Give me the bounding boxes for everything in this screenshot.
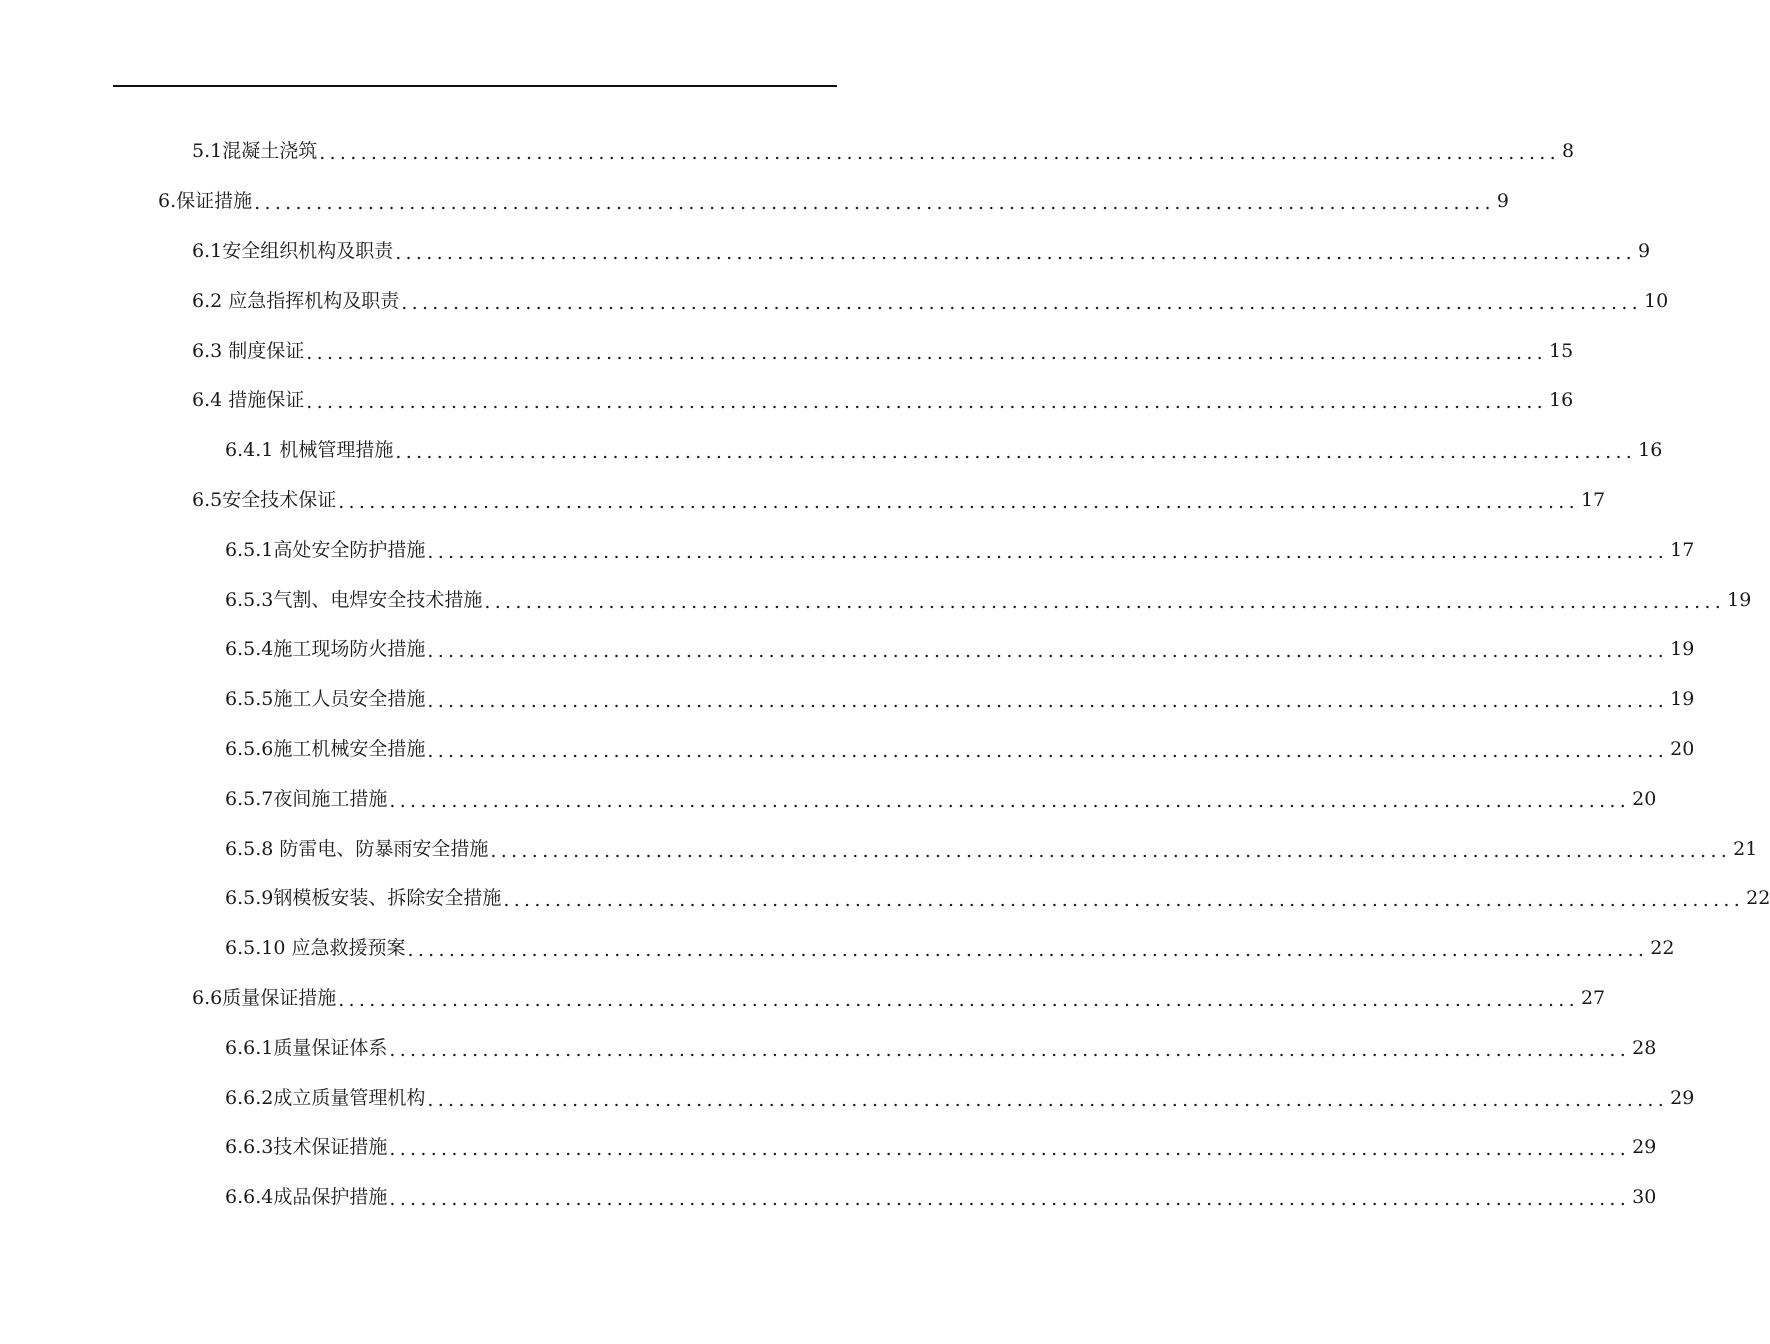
- toc-entry-page: 19: [1670, 688, 1695, 711]
- toc-entry-label: 6.5.7夜间施工措施: [225, 787, 388, 810]
- toc-dot-leader: ........................................................................................................................: [484, 590, 1726, 613]
- header-rule: [113, 85, 837, 87]
- toc-entry-page: 9: [1496, 190, 1509, 213]
- toc-entry-page: 20: [1670, 737, 1695, 760]
- toc-entry-page: 29: [1632, 1136, 1657, 1159]
- toc-dot-leader: ........................................................................................................................: [319, 142, 1560, 165]
- table-of-contents: [0, 127, 1770, 1223]
- toc-dot-leader: ........................................................................................................................: [407, 939, 1649, 962]
- toc-entry-page: 8: [1561, 140, 1575, 163]
- toc-entry-label: 6.5安全技术保证: [192, 488, 337, 511]
- toc-dot-leader: ........................................................................................................................: [306, 341, 1548, 364]
- toc-entry[interactable]: [192, 326, 1574, 376]
- toc-entry-label: 6.6.2成立质量管理机构: [225, 1086, 426, 1109]
- toc-entry-label: 6.2 应急指挥机构及职责: [192, 289, 400, 312]
- toc-entry-label: 6.5.1高处安全防护措施: [225, 538, 426, 561]
- toc-entry-label: 6.5.4施工现场防火措施: [225, 638, 426, 661]
- toc-dot-leader: ........................................................................................................................: [427, 540, 1669, 563]
- toc-entry[interactable]: [192, 276, 1669, 326]
- toc-entry-label: 6.保证措施: [158, 190, 253, 213]
- toc-entry[interactable]: [225, 874, 1770, 924]
- toc-entry-page: 17: [1580, 488, 1606, 511]
- toc-dot-leader: ........................................................................................................................: [427, 690, 1669, 713]
- toc-entry[interactable]: [225, 1173, 1657, 1223]
- toc-dot-leader: ........................................................................................................................: [338, 490, 1579, 513]
- toc-entry[interactable]: [192, 127, 1575, 177]
- toc-dot-leader: ........................................................................................................................: [306, 391, 1548, 414]
- toc-entry-label: 6.5.3气割、电焊安全技术措施: [225, 588, 483, 611]
- toc-entry-label: 6.6质量保证措施: [192, 986, 337, 1009]
- toc-entry-page: 19: [1727, 588, 1752, 611]
- toc-entry-page: 16: [1638, 439, 1663, 462]
- toc-entry[interactable]: [225, 426, 1663, 476]
- toc-entry-page: 9: [1637, 239, 1651, 262]
- toc-entry-page: 21: [1733, 837, 1758, 860]
- toc-dot-leader: ........................................................................................................................: [389, 1138, 1631, 1161]
- toc-entry-page: 19: [1670, 638, 1695, 661]
- toc-entry-page: 15: [1549, 339, 1574, 362]
- toc-entry[interactable]: [225, 1023, 1657, 1073]
- toc-entry[interactable]: [225, 625, 1695, 675]
- toc-entry[interactable]: [225, 575, 1752, 625]
- toc-dot-leader: ........................................................................................................................: [427, 1088, 1669, 1111]
- toc-entry-label: 6.1安全组织机构及职责: [192, 239, 394, 262]
- toc-dot-leader: ........................................................................................................................: [490, 839, 1732, 862]
- toc-dot-leader: ........................................................................................................................: [503, 889, 1745, 912]
- toc-entry-label: 6.6.1质量保证体系: [225, 1036, 388, 1059]
- toc-entry-page: 22: [1746, 887, 1770, 910]
- toc-entry[interactable]: [225, 774, 1657, 824]
- toc-dot-leader: ........................................................................................................................: [395, 441, 1637, 464]
- toc-entry-page: 10: [1644, 289, 1669, 312]
- toc-entry-label: 6.5.9钢模板安装、拆除安全措施: [225, 887, 502, 910]
- toc-entry[interactable]: [192, 476, 1606, 526]
- toc-dot-leader: ........................................................................................................................: [395, 241, 1636, 264]
- toc-entry-page: 29: [1670, 1086, 1695, 1109]
- toc-dot-leader: ........................................................................................................................: [389, 1188, 1631, 1211]
- toc-entry[interactable]: [225, 675, 1695, 725]
- toc-entry-label: 6.6.4成品保护措施: [225, 1186, 388, 1209]
- toc-dot-leader: ........................................................................................................................: [254, 192, 1495, 215]
- toc-entry[interactable]: [158, 177, 1509, 227]
- toc-entry[interactable]: [225, 824, 1758, 874]
- toc-dot-leader: ........................................................................................................................: [427, 640, 1669, 663]
- toc-entry-label: 6.5.5施工人员安全措施: [225, 688, 426, 711]
- toc-entry[interactable]: [192, 227, 1651, 277]
- toc-dot-leader: ........................................................................................................................: [338, 988, 1579, 1011]
- toc-entry-page: 20: [1632, 787, 1657, 810]
- toc-entry-label: 6.5.6施工机械安全措施: [225, 737, 426, 760]
- toc-entry-label: 5.1混凝土浇筑: [192, 140, 318, 163]
- toc-entry-label: 6.4 措施保证: [192, 389, 305, 412]
- toc-entry[interactable]: [225, 924, 1675, 974]
- toc-entry-label: 6.4.1 机械管理措施: [225, 439, 394, 462]
- toc-entry-label: 6.5.10 应急救援预案: [225, 937, 406, 960]
- toc-entry-label: 6.5.8 防雷电、防暴雨安全措施: [225, 837, 489, 860]
- toc-entry-page: 22: [1650, 937, 1675, 960]
- toc-entry[interactable]: [225, 1123, 1657, 1173]
- toc-entry-page: 28: [1632, 1036, 1657, 1059]
- toc-entry[interactable]: [225, 525, 1695, 575]
- toc-entry[interactable]: [192, 376, 1574, 426]
- toc-entry[interactable]: [225, 725, 1695, 775]
- toc-entry-label: 6.3 制度保证: [192, 339, 305, 362]
- toc-entry-page: 17: [1670, 538, 1695, 561]
- toc-entry[interactable]: [192, 974, 1606, 1024]
- toc-dot-leader: ........................................................................................................................: [389, 1038, 1631, 1061]
- toc-dot-leader: ........................................................................................................................: [401, 291, 1643, 314]
- toc-dot-leader: ........................................................................................................................: [427, 739, 1669, 762]
- toc-dot-leader: ........................................................................................................................: [389, 789, 1631, 812]
- toc-entry-page: 27: [1580, 986, 1606, 1009]
- toc-entry[interactable]: [225, 1073, 1695, 1123]
- toc-entry-page: 30: [1632, 1186, 1657, 1209]
- toc-entry-label: 6.6.3技术保证措施: [225, 1136, 388, 1159]
- toc-entry-page: 16: [1549, 389, 1574, 412]
